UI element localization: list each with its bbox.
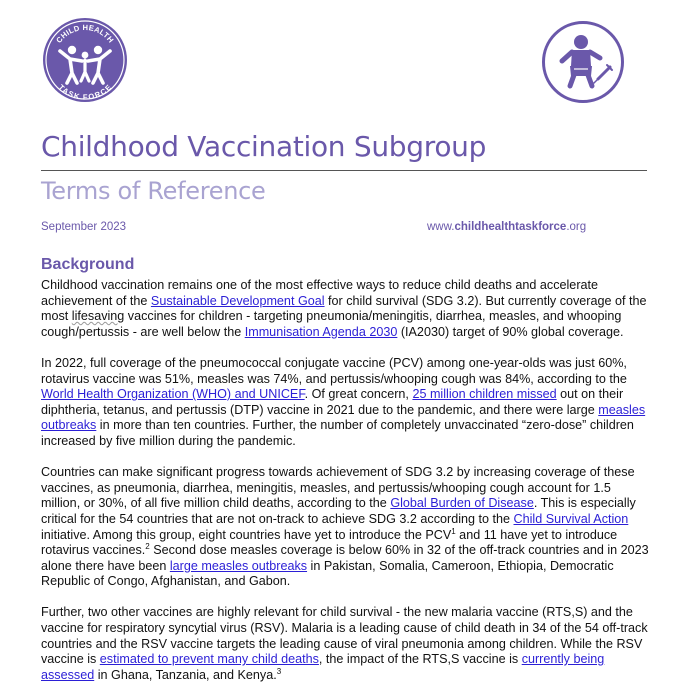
p2-text-1: In 2022, full coverage of the pneumococcal conjugate vaccine (PCV) among one-year-olds was just 60%, rotavirus vaccine was 51%, measles was 74%, and pertussis/whooping cough was 84%, according to the xyxy=(41,355,627,386)
p4-text-1: Further, two other vaccines are highly relevant for child survival - the new malaria vaccine (RTS,S) and the vaccine for respiratory syncytial virus (RSV). Malaria is a leading cause of child death in 34 of the 54 off-track countries and the RSV vaccine targets the leading cause of viral pneumonia among children. While the RSV vaccine is xyxy=(41,605,648,667)
website-domain: childhealthtaskforce xyxy=(454,221,567,233)
link-global-burden-of-disease[interactable]: Global Burden of Disease xyxy=(390,496,534,511)
website-prefix: www. xyxy=(427,221,455,233)
link-estimated-to-prevent-child-deaths[interactable]: estimated to prevent many child deaths xyxy=(99,652,319,667)
p3-text-6: in Pakistan, Somalia, Cameroon, Ethiopia, Democratic Republic of Congo, Afghanistan, and Gabon. xyxy=(41,558,614,589)
paragraph-4 xyxy=(41,605,649,683)
p3-text-2: . This is especially critical for the 54 countries that are not on-track to achieve SDG 3.2 according to the xyxy=(41,496,636,526)
baby-vaccine-icon xyxy=(541,20,625,104)
logo-text-top: CHILD HEALTH xyxy=(54,22,116,45)
paragraph-3 xyxy=(41,465,649,590)
website-suffix: .org xyxy=(566,221,587,233)
link-sustainable-development-goal[interactable]: Sustainable Development Goal xyxy=(150,293,325,308)
p1-text-2: for child survival (SDG 3.2). But currently coverage of the most xyxy=(41,293,647,324)
footnote-ref-3[interactable]: 3 xyxy=(276,666,282,676)
link-child-survival-action[interactable]: Child Survival Action xyxy=(513,511,629,526)
paragraph-2 xyxy=(41,356,649,450)
p1-text-3: vaccines for children - targeting pneumonia/meningitis, diarrhea, measles, and whooping cough/pertussis - are well below the xyxy=(41,309,622,339)
link-measles-outbreaks[interactable]: measles outbreaks xyxy=(41,402,646,433)
p3-text-4: and 11 have yet to introduce rotavirus vaccines. xyxy=(41,527,618,558)
website-link[interactable] xyxy=(427,221,586,233)
logo-text-bottom: TASK FORCE xyxy=(56,82,114,102)
p1-text-4: (IA2030) target of 90% global coverage. xyxy=(397,324,624,339)
page-subtitle: Terms of Reference xyxy=(41,177,266,205)
child-health-task-force-logo xyxy=(42,17,128,103)
p2-text-2: . Of great concern, xyxy=(304,387,413,402)
p4-text-2: , the impact of the RTS,S vaccine is xyxy=(318,652,522,667)
paragraph-1 xyxy=(41,278,649,340)
p1-spellcheck-word: lifesaving xyxy=(71,309,125,324)
link-who-unicef[interactable]: World Health Organization (WHO) and UNICEF xyxy=(41,387,305,402)
link-immunisation-agenda-2030[interactable]: Immunisation Agenda 2030 xyxy=(244,324,398,339)
background-text xyxy=(41,278,649,699)
p3-text-1: Countries can make significant progress towards achievement of SDG 3.2 by increasing coverage of these vaccines, as pneumonia, diarrhea, meningitis, measles, and pertussis/whooping cough account for 1.5 million, or 30%, of all five million child deaths, according to the xyxy=(41,465,635,511)
p2-text-3: out on their diphtheria, tetanus, and pertussis (DTP) vaccine in 2021 due to the pandemic, and there were large xyxy=(41,387,624,417)
p3-text-5: Second dose measles coverage is below 60% in 32 of the off-track countries and in 2023 alone there have been xyxy=(41,543,649,573)
footnote-ref-2[interactable]: 2 xyxy=(145,541,150,551)
p4-text-3: in Ghana, Tanzania, and Kenya. xyxy=(94,667,277,682)
section-heading-background: Background xyxy=(41,256,135,273)
p3-text-3: initiative. Among this group, eight countries have yet to introduce the PCV xyxy=(41,527,452,542)
document-date: September 2023 xyxy=(41,221,127,233)
footnote-ref-1[interactable]: 1 xyxy=(451,526,456,536)
p1-text-1: Childhood vaccination remains one of the most effective ways to reduce child deaths and accelerate achievement of the xyxy=(41,278,599,308)
page-title: Childhood Vaccination Subgroup xyxy=(41,130,487,163)
link-currently-being-assessed[interactable]: currently being assessed xyxy=(41,652,605,682)
link-large-measles-outbreaks[interactable]: large measles outbreaks xyxy=(169,558,308,573)
p2-text-4: in more than ten countries. Further, the number of completely unvaccinated “zero-dose” children increased by five million during the pandemic. xyxy=(41,418,634,448)
title-divider xyxy=(41,170,647,171)
link-25-million-children-missed[interactable]: 25 million children missed xyxy=(412,387,557,402)
